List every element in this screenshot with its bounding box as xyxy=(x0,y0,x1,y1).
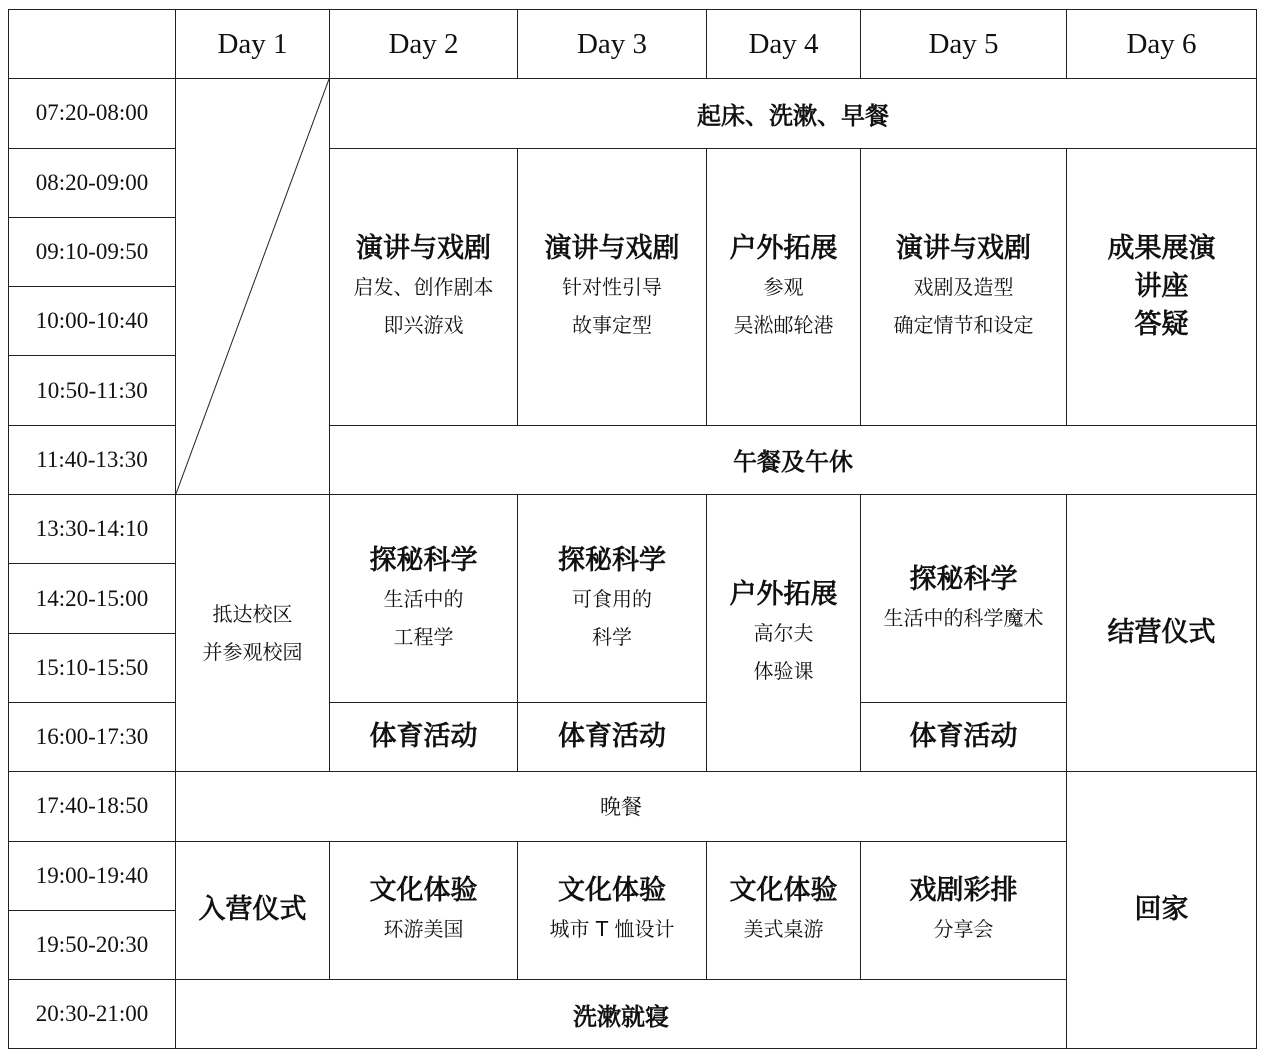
header-row xyxy=(9,10,1257,79)
time-label: 13:30-14:10 xyxy=(9,495,176,564)
day-header: Day 3 xyxy=(518,10,707,79)
day4-morning-activity xyxy=(707,148,861,425)
lunch-cell: 午餐及午休 xyxy=(330,425,1257,494)
opening-ceremony-cell: 入营仪式 xyxy=(176,841,330,980)
time-label: 10:00-10:40 xyxy=(9,287,176,356)
breakfast-cell: 起床、洗漱、早餐 xyxy=(330,79,1257,148)
activity-title: 探秘科学 xyxy=(369,544,478,576)
day3-afternoon-activity xyxy=(518,495,707,703)
activity-detail: 抵达校区 xyxy=(212,602,293,627)
activity-detail: 体验课 xyxy=(753,659,814,684)
day4-evening-activity xyxy=(707,841,861,980)
schedule-table xyxy=(8,9,1257,1049)
day3-evening-activity xyxy=(518,841,707,980)
activity-title: 戏剧彩排 xyxy=(909,875,1018,907)
dinner-cell: 晚餐 xyxy=(176,772,1067,841)
day2-morning-activity xyxy=(330,148,518,425)
time-label: 07:20-08:00 xyxy=(9,79,176,148)
activity-detail: 美式桌游 xyxy=(743,917,824,942)
time-label: 16:00-17:30 xyxy=(9,702,176,771)
day2-afternoon-activity xyxy=(330,495,518,703)
time-row xyxy=(9,495,1257,564)
activity-title: 演讲与戏剧 xyxy=(896,232,1031,264)
activity-title: 讲座 xyxy=(1134,270,1189,302)
activity-detail: 高尔夫 xyxy=(753,621,814,646)
activity-title: 答疑 xyxy=(1134,308,1189,340)
day-header: Day 2 xyxy=(330,10,518,79)
day2-evening-activity xyxy=(330,841,518,980)
bedtime-cell: 洗漱就寝 xyxy=(176,980,1067,1049)
time-label: 11:40-13:30 xyxy=(9,425,176,494)
time-label: 19:00-19:40 xyxy=(9,841,176,910)
time-row xyxy=(9,79,1257,148)
activity-detail: 环游美国 xyxy=(383,917,464,942)
activity-detail: 生活中的 xyxy=(383,586,464,611)
time-label: 19:50-20:30 xyxy=(9,910,176,979)
activity-detail: 故事定型 xyxy=(572,312,652,337)
time-label: 10:50-11:30 xyxy=(9,356,176,425)
activity-detail: 工程学 xyxy=(393,624,454,649)
time-label: 15:10-15:50 xyxy=(9,633,176,702)
day-header: Day 6 xyxy=(1067,10,1257,79)
activity-detail: 针对性引导 xyxy=(562,274,662,299)
activity-detail: 戏剧及造型 xyxy=(913,274,1014,299)
activity-title: 探秘科学 xyxy=(909,563,1018,595)
activity-title: 户外拓展 xyxy=(729,232,838,264)
day5-afternoon-activity xyxy=(861,495,1067,703)
activity-title: 文化体验 xyxy=(729,875,838,907)
day5-evening-activity xyxy=(861,841,1067,980)
activity-title: 探秘科学 xyxy=(558,544,666,576)
time-label: 17:40-18:50 xyxy=(9,772,176,841)
day1-afternoon-activity xyxy=(176,495,330,772)
time-label: 20:30-21:00 xyxy=(9,980,176,1049)
day-header: Day 5 xyxy=(861,10,1067,79)
activity-detail: 即兴游戏 xyxy=(383,312,464,337)
activity-title: 演讲与戏剧 xyxy=(356,232,491,264)
day1-morning-empty xyxy=(176,79,330,495)
day-header: Day 4 xyxy=(707,10,861,79)
closing-ceremony-cell: 结营仪式 xyxy=(1067,495,1257,772)
day-header: Day 1 xyxy=(176,10,330,79)
activity-detail: 确定情节和设定 xyxy=(893,312,1034,337)
day3-sports-cell: 体育活动 xyxy=(518,702,707,771)
time-label: 14:20-15:00 xyxy=(9,564,176,633)
go-home-cell: 回家 xyxy=(1067,772,1257,1049)
day6-morning-activity xyxy=(1067,148,1257,425)
activity-detail: 生活中的科学魔术 xyxy=(883,605,1044,630)
time-label: 08:20-09:00 xyxy=(9,148,176,217)
activity-title: 文化体验 xyxy=(558,875,666,907)
time-row xyxy=(9,772,1257,841)
day2-sports-cell: 体育活动 xyxy=(330,702,518,771)
activity-title: 成果展演 xyxy=(1107,232,1216,264)
activity-detail: 启发、创作剧本 xyxy=(353,274,494,299)
activity-detail: 并参观校园 xyxy=(202,640,303,665)
activity-detail: 参观 xyxy=(763,274,804,299)
activity-title: 演讲与戏剧 xyxy=(544,232,680,264)
activity-detail: 分享会 xyxy=(933,917,994,942)
time-label: 09:10-09:50 xyxy=(9,217,176,286)
activity-title: 户外拓展 xyxy=(729,579,838,611)
day3-morning-activity xyxy=(518,148,707,425)
day4-afternoon-activity xyxy=(707,495,861,772)
activity-detail: 吴淞邮轮港 xyxy=(733,312,834,337)
diagonal-line xyxy=(176,79,329,494)
day5-sports-cell: 体育活动 xyxy=(861,702,1067,771)
corner-cell xyxy=(9,10,176,79)
activity-detail: 城市 T 恤设计 xyxy=(549,917,675,942)
activity-detail: 可食用的 xyxy=(572,586,652,611)
activity-detail: 科学 xyxy=(592,624,632,649)
day5-morning-activity xyxy=(861,148,1067,425)
activity-title: 文化体验 xyxy=(369,875,478,907)
